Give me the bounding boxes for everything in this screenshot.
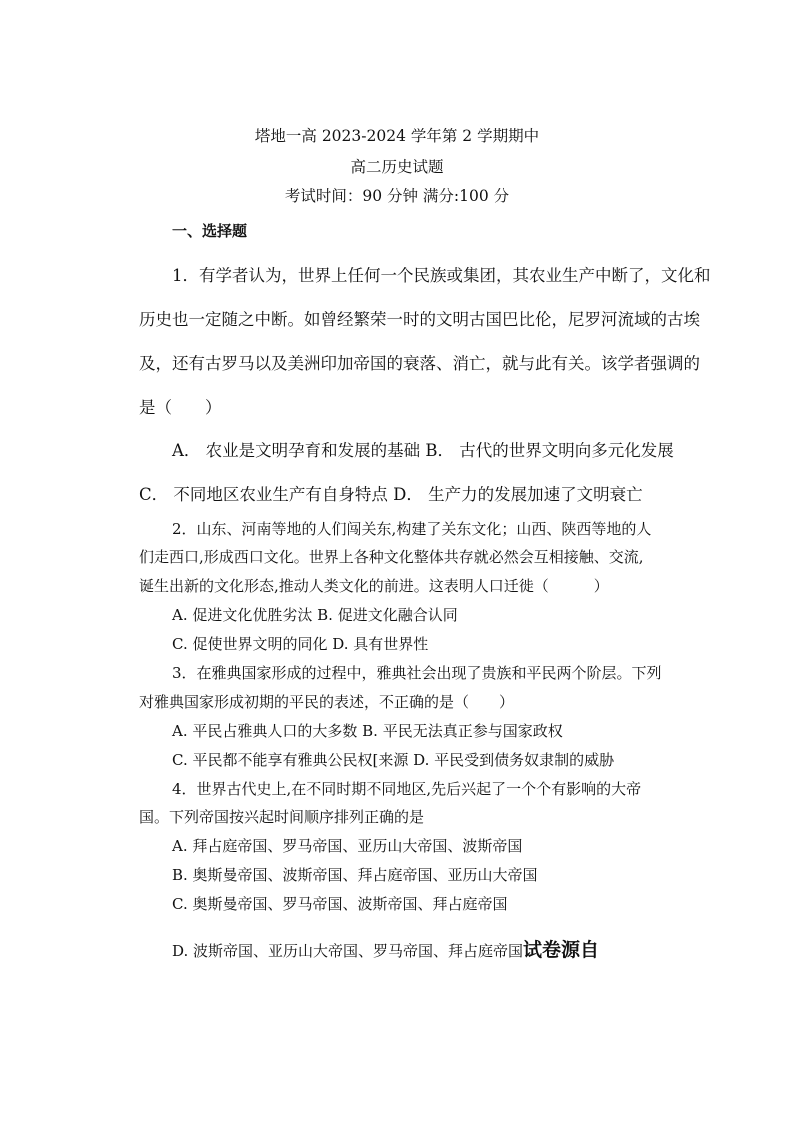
question-4-option-c: C. 奥斯曼帝国、罗马帝国、波斯帝国、拜占庭帝国 — [172, 895, 508, 913]
exam-title-subject: 高二历史试题 — [350, 158, 444, 176]
exam-time-score: 考试时间：90 分钟 满分:100 分 — [284, 187, 510, 205]
exam-title-school: 塔地一高 2023-2024 学年第 2 学期期中 — [254, 127, 540, 145]
question-1-options-ab: A． 农业是文明孕育和发展的基础 B． 古代的世界文明向多元化发展 — [172, 441, 674, 460]
question-3-options-ab: A. 平民占雅典人口的大多数 B. 平民无法真正参与国家政权 — [172, 722, 563, 740]
question-3-line-2: 对雅典国家形成初期的平民的表述，不正确的是（ ） — [139, 693, 515, 711]
question-3-options-cd: C. 平民都不能享有雅典公民权[来源 D. 平民受到债务奴隶制的威胁 — [172, 751, 615, 769]
question-1-line-2: 历史也一定随之中断。如曾经繁荣一时的文明古国巴比伦，尼罗河流域的古埃 — [139, 310, 700, 329]
question-3-line-1: 3．在雅典国家形成的过程中，雅典社会出现了贵族和平民两个阶层。下列 — [172, 664, 662, 682]
question-4-option-d-text: D. 波斯帝国、亚历山大帝国、罗马帝国、拜占庭帝国 — [172, 942, 524, 960]
question-1-options-cd: C． 不同地区农业生产有自身特点 D． 生产力的发展加速了文明衰亡 — [139, 485, 643, 504]
question-4-option-d — [172, 935, 599, 962]
question-4-option-a: A. 拜占庭帝国、罗马帝国、亚历山大帝国、波斯帝国 — [172, 837, 523, 855]
question-4-option-b: B. 奥斯曼帝国、波斯帝国、拜占庭帝国、亚历山大帝国 — [172, 866, 538, 884]
question-4-line-2: 国。下列帝国按兴起时间顺序排列正确的是 — [139, 808, 425, 826]
question-2-options-cd: C. 促使世界文明的同化 D. 具有世界性 — [172, 635, 429, 653]
question-2-line-2: 们走西口,形成西口文化。世界上各种文化整体共存就必然会互相接触、交流, — [139, 548, 644, 566]
question-2-options-ab: A. 促进文化优胜劣汰 B. 促进文化融合认同 — [172, 606, 458, 624]
question-1-line-3: 及，还有古罗马以及美洲印加帝国的衰落、消亡，就与此有关。该学者强调的 — [139, 354, 700, 373]
question-2-line-1: 2．山东、河南等地的人们闯关东,构建了关东文化；山西、陕西等地的人 — [172, 520, 652, 538]
question-4-line-1: 4．世界古代史上,在不同时期不同地区,先后兴起了一个个有影响的大帝 — [172, 780, 642, 798]
question-1-line-4: 是（ ） — [139, 398, 222, 417]
section-title: 一、选择题 — [172, 222, 248, 240]
question-1-line-1: 1．有学者认为，世界上任何一个民族或集团，其农业生产中断了，文化和 — [172, 266, 711, 285]
question-2-line-3: 诞生出新的文化形态,推动人类文化的前进。这表明人口迁徙（ ） — [139, 577, 609, 595]
source-watermark-text: 试卷源自 — [523, 939, 600, 961]
